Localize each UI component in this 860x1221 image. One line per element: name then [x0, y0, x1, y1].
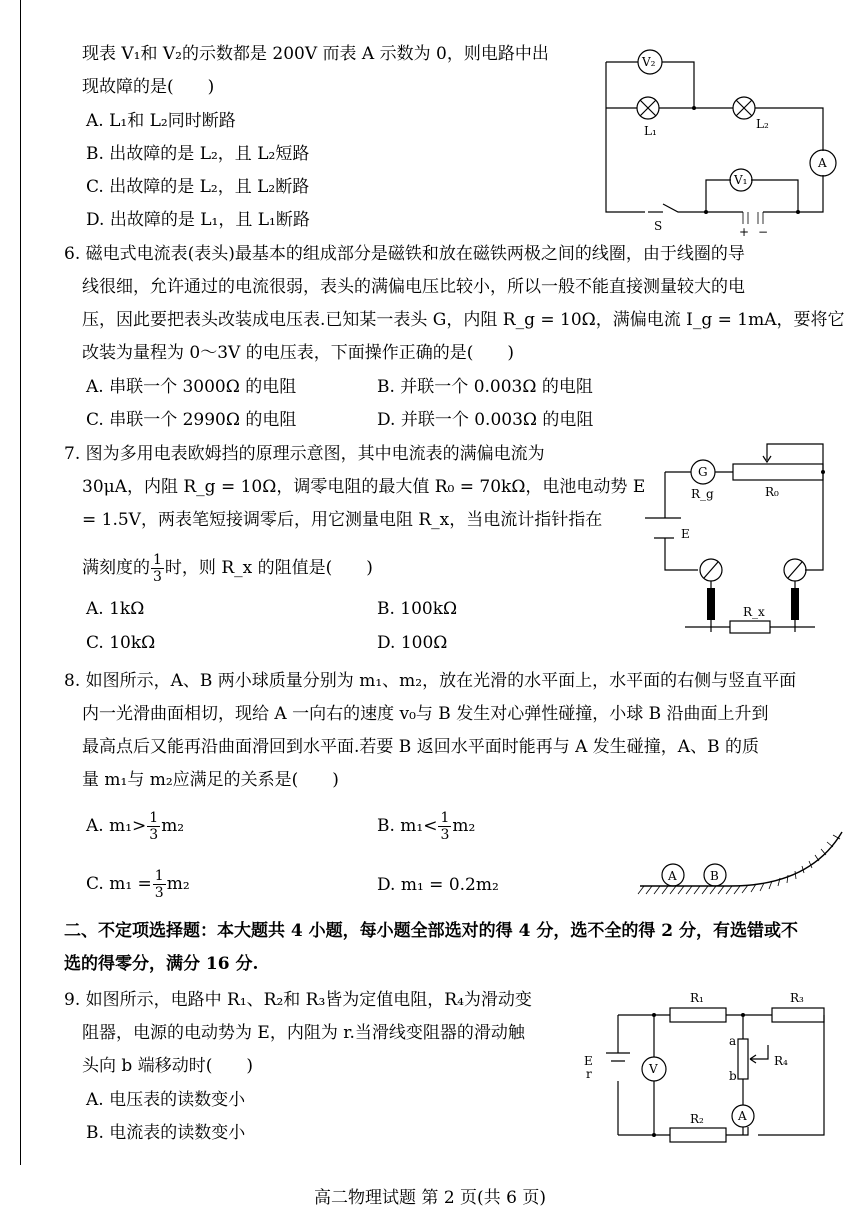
- q8-option-d: D. m₁ = 0.2m₂: [377, 875, 499, 895]
- q9-line-1: 9. 如图所示，电路中 R₁、R₂和 R₃皆为定值电阻，R₄为滑动变: [64, 990, 532, 1010]
- q8-option-c: [86, 866, 190, 902]
- q7-line-1: 7. 图为多用电表欧姆挡的原理示意图，其中电流表的满偏电流为: [64, 444, 545, 464]
- q5-fig-minus-label: −: [758, 225, 769, 239]
- q9-option-a: A. 电压表的读数变小: [86, 1090, 246, 1110]
- q5-fig-a-label: A: [818, 156, 827, 170]
- q6-line-4: 改装为量程为 0～3V 的电压表，下面操作正确的是( ): [82, 343, 514, 363]
- q5-circuit-figure: [598, 40, 848, 240]
- q8-line-2: 内一光滑曲面相切，现给 A 一向右的速度 v₀与 B 发生对心弹性碰撞，小球 B 沿曲面上升到: [82, 704, 769, 724]
- q9-circuit-figure: [578, 985, 833, 1145]
- q9-fig-b-label: b: [729, 1069, 737, 1083]
- q7-line-4-pre: 满刻度的: [82, 558, 150, 578]
- q9-fig-r2-label: R₂: [690, 1112, 704, 1126]
- q7-fig-rg-label: R_g: [691, 487, 714, 501]
- q9-fig-v-label: V: [649, 1062, 658, 1076]
- q5-fig-plus-label: +: [739, 225, 750, 239]
- q6-line-1: 6. 磁电式电流表(表头)最基本的组成部分是磁铁和放在磁铁两极之间的线圈，由于线圈的导: [64, 244, 745, 264]
- q7-option-d: D. 100Ω: [377, 633, 448, 653]
- q5-option-c: C. 出故障的是 L₂，且 L₂断路: [86, 177, 310, 197]
- q7-fig-g-label: G: [698, 465, 708, 479]
- q5-fig-v1-label: V₁: [734, 173, 748, 187]
- q8-line-4: 量 m₁与 m₂应满足的关系是( ): [82, 770, 339, 790]
- q5-fig-v2-label: V₂: [642, 55, 656, 69]
- q8-option-b-post: m₂: [452, 816, 476, 836]
- q9-line-3: 头向 b 端移动时( ): [82, 1056, 253, 1076]
- q8-option-c-post: m₂: [166, 874, 190, 894]
- q8-option-b-numerator: 1: [440, 810, 450, 826]
- q5-option-b: B. 出故障的是 L₂，且 L₂短路: [86, 144, 310, 164]
- q8-line-1: 8. 如图所示，A、B 两小球质量分别为 m₁、m₂，放在光滑的水平面上，水平面的右侧与竖直平面: [64, 671, 797, 691]
- section-2-heading-line-1: 二、不定项选择题：本大题共 4 小题，每小题全部选对的得 4 分，选不全的得 2 分，有选错或不: [64, 921, 798, 941]
- q5-line-1: 现表 V₁和 V₂的示数都是 200V 而表 A 示数为 0，则电路中出: [82, 44, 549, 64]
- q7-fraction: [151, 552, 164, 585]
- q6-line-3: 压，因此要把表头改装成电压表.已知某一表头 G，内阻 R_g = 10Ω，满偏电流 I_g = 1mA，要将它: [82, 310, 845, 330]
- q8-option-c-numerator: 1: [154, 868, 164, 884]
- q5-option-d: D. 出故障的是 L₁，且 L₁断路: [86, 210, 310, 230]
- q7-fraction-numerator: 1: [153, 552, 162, 568]
- q7-option-b: B. 100kΩ: [377, 599, 458, 619]
- q8-option-b-pre: B. m₁<: [377, 816, 438, 836]
- q8-fig-a-label: A: [668, 869, 677, 883]
- q9-fig-e-label: E: [584, 1054, 593, 1068]
- q8-option-b-fraction: [438, 810, 451, 843]
- q9-line-2: 阻器，电源的电动势为 E，内阻为 r.当滑线变阻器的滑动触: [82, 1023, 525, 1043]
- q9-fig-r1-label: R₁: [690, 991, 704, 1005]
- q6-option-d: D. 并联一个 0.003Ω 的电阻: [377, 410, 594, 430]
- q6-option-a: A. 串联一个 3000Ω 的电阻: [86, 377, 297, 397]
- q5-line-2: 现故障的是( ): [82, 77, 215, 97]
- q7-line-4-post: 时，则 R_x 的阻值是( ): [164, 558, 373, 578]
- q8-option-b: [377, 808, 475, 844]
- section-2-heading-line-2: 选的得零分，满分 16 分.: [64, 954, 259, 974]
- q8-option-a-numerator: 1: [149, 810, 159, 826]
- q8-option-a-post: m₂: [161, 816, 185, 836]
- q6-option-c: C. 串联一个 2990Ω 的电阻: [86, 410, 297, 430]
- q9-option-b: B. 电流表的读数变小: [86, 1123, 246, 1143]
- q8-option-a-pre: A. m₁>: [86, 816, 147, 836]
- q8-option-a-fraction: [147, 810, 160, 843]
- page-footer: 高二物理试题 第 2 页(共 6 页): [314, 1188, 546, 1208]
- q9-fig-am-label: A: [738, 1109, 747, 1123]
- q6-option-b: B. 并联一个 0.003Ω 的电阻: [377, 377, 593, 397]
- q7-fig-rx-label: R_x: [743, 605, 765, 619]
- q8-option-a: [86, 808, 184, 844]
- q7-option-c: C. 10kΩ: [86, 633, 156, 653]
- q8-option-c-pre: C. m₁ =: [86, 874, 152, 894]
- q8-fig-b-label: B: [710, 869, 719, 883]
- q9-fig-r-label: r: [586, 1067, 592, 1081]
- q5-fig-l2-label: L₂: [756, 117, 769, 131]
- q5-fig-l1-label: L₁: [644, 124, 657, 138]
- q7-fig-r0-label: R₀: [765, 485, 779, 499]
- q7-option-a: A. 1kΩ: [86, 599, 145, 619]
- q6-line-2: 线很细，允许通过的电流很弱，表头的满偏电压比较小，所以一般不能直接测量较大的电: [82, 277, 745, 297]
- q7-line-3: = 1.5V，两表笔短接调零后，用它测量电阻 R_x，当电流计指针指在: [82, 510, 603, 530]
- q5-fig-s-label: S: [654, 219, 663, 233]
- q9-fig-a-label: a: [729, 1034, 737, 1048]
- q7-line-2: 30μA，内阻 R_g = 10Ω，调零电阻的最大值 R₀ = 70kΩ，电池电动势 E: [82, 477, 646, 497]
- q7-fraction-denominator: 3: [153, 569, 162, 585]
- q7-line-4: [82, 550, 373, 586]
- q8-option-c-fraction: [153, 868, 166, 901]
- left-margin-line: [20, 0, 21, 1165]
- q8-option-c-denominator: 3: [154, 885, 164, 901]
- q7-ohmmeter-figure: [645, 440, 845, 640]
- q7-fig-e-label: E: [681, 527, 690, 541]
- q8-option-a-denominator: 3: [149, 827, 159, 843]
- q9-fig-r4-label: R₄: [774, 1054, 788, 1068]
- q9-fig-r3-label: R₃: [790, 991, 804, 1005]
- q8-curve-figure: [630, 828, 845, 898]
- q8-line-3: 最高点后又能再沿曲面滑回到水平面.若要 B 返回水平面时能再与 A 发生碰撞，A、B 的质: [82, 737, 759, 757]
- q8-option-b-denominator: 3: [440, 827, 450, 843]
- q5-option-a: A. L₁和 L₂同时断路: [86, 111, 236, 131]
